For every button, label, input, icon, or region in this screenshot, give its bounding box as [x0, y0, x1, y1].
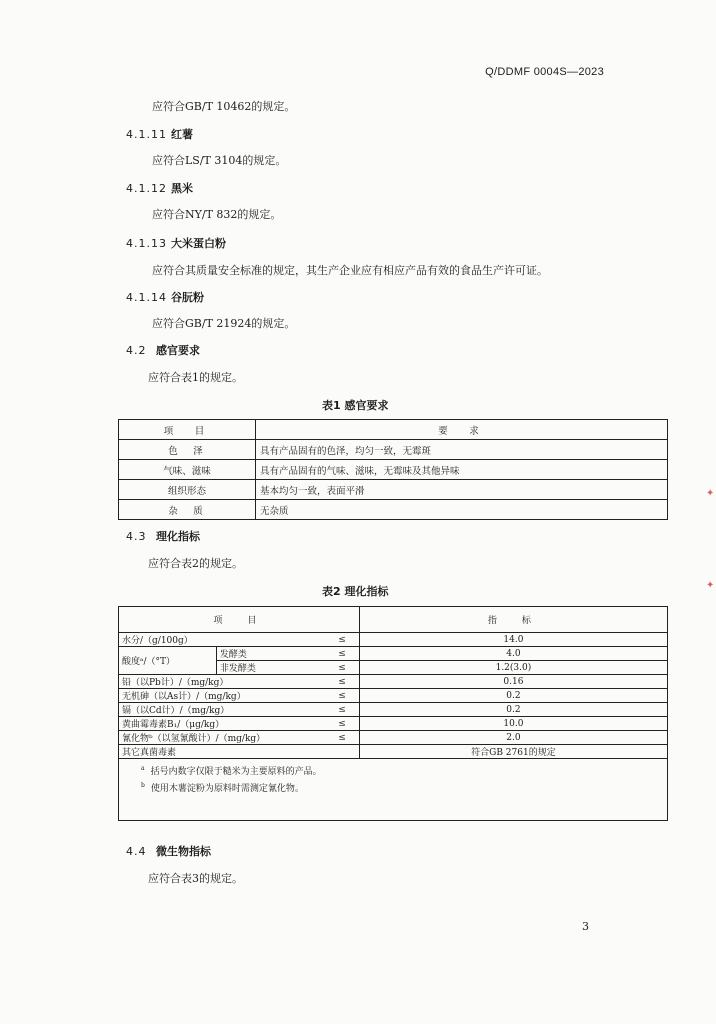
- paragraph: 应符合表2的规定。: [148, 557, 243, 570]
- seal-fragment-icon: ✦: [706, 580, 715, 591]
- table-cell: 色 泽: [119, 440, 256, 460]
- table-cell: 其它真菌毒素: [119, 745, 360, 759]
- section-heading: 4.1.11 红薯: [126, 128, 193, 141]
- section-heading: 4.2 感官要求: [126, 344, 200, 357]
- table-cell: 气味、滋味: [119, 460, 256, 480]
- table-note: $^b$ 使用木薯淀粉为原料时需测定氰化物。: [141, 782, 304, 794]
- table-row: [119, 633, 668, 647]
- page-number: 3: [582, 920, 589, 933]
- table-cell: 酸度ᵃ/（°T）: [119, 647, 217, 675]
- le-sign: ≤: [325, 675, 359, 689]
- table-cell: 0.16: [359, 675, 667, 689]
- table-row: [119, 480, 668, 500]
- table-cell: 14.0: [359, 633, 667, 647]
- table-cell: 10.0: [359, 717, 667, 731]
- table-header-cell: 项 目: [119, 607, 360, 633]
- physchem-table: [118, 606, 668, 821]
- table-header-cell: 项 目: [119, 420, 256, 440]
- table-row: [119, 731, 668, 745]
- table-cell: 杂 质: [119, 500, 256, 520]
- le-sign: ≤: [325, 703, 359, 717]
- table-cell: 0.2: [359, 703, 667, 717]
- section-heading: 4.1.13 大米蛋白粉: [126, 237, 226, 250]
- table-row: [119, 500, 668, 520]
- table-cell: 具有产品固有的气味、滋味，无霉味及其他异味: [256, 460, 668, 480]
- paragraph: 应符合GB/T 21924的规定。: [152, 317, 296, 330]
- table-cell: 黄曲霉毒素B₁/（μg/kg）: [119, 717, 326, 731]
- table-header-row: [119, 607, 668, 633]
- section-heading: 4.4 微生物指标: [126, 845, 211, 858]
- table-row: [119, 675, 668, 689]
- table-cell: 基本均匀一致，表面平滑: [256, 480, 668, 500]
- table-row: [119, 440, 668, 460]
- le-sign: ≤: [325, 689, 359, 703]
- table-row: [119, 647, 668, 661]
- table-notes-row: [119, 759, 668, 821]
- paragraph: 应符合表1的规定。: [148, 371, 243, 384]
- table-notes: [119, 759, 668, 821]
- table-cell: 水分/（g/100g）: [119, 633, 326, 647]
- table-row: [119, 717, 668, 731]
- le-sign: ≤: [325, 731, 359, 745]
- table-cell: 非发酵类: [216, 661, 325, 675]
- table-cell: 铅（以Pb计）/（mg/kg）: [119, 675, 326, 689]
- table-row: [119, 460, 668, 480]
- paragraph: 应符合其质量安全标准的规定，其生产企业应有相应产品有效的食品生产许可证。: [152, 264, 548, 277]
- table-cell: 无机砷（以As计）/（mg/kg）: [119, 689, 326, 703]
- le-sign: ≤: [325, 633, 359, 647]
- le-sign: ≤: [325, 717, 359, 731]
- table1-caption: 表1 感官要求: [322, 399, 389, 412]
- table-cell: 镉（以Cd计）/（mg/kg）: [119, 703, 326, 717]
- seal-fragment-icon: ✦: [706, 488, 715, 499]
- table-cell: 发酵类: [216, 647, 325, 661]
- sensory-table: [118, 419, 668, 520]
- paragraph: 应符合LS/T 3104的规定。: [152, 154, 287, 167]
- table-cell: 0.2: [359, 689, 667, 703]
- table-cell: 组织形态: [119, 480, 256, 500]
- le-sign: ≤: [325, 647, 359, 661]
- table-cell: 无杂质: [256, 500, 668, 520]
- table-cell: 氰化物ᵇ（以氢氰酸计）/（mg/kg）: [119, 731, 326, 745]
- table-cell: 2.0: [359, 731, 667, 745]
- section-heading: 4.1.14 谷朊粉: [126, 291, 204, 304]
- table-cell: 1.2(3.0): [359, 661, 667, 675]
- paragraph: 应符合表3的规定。: [148, 872, 243, 885]
- table-row: [119, 689, 668, 703]
- table-header-cell: 指 标: [359, 607, 667, 633]
- table2-caption: 表2 理化指标: [322, 585, 389, 598]
- table-cell: 具有产品固有的色泽，均匀一致，无霉斑: [256, 440, 668, 460]
- table-row: [119, 745, 668, 759]
- section-heading: 4.3 理化指标: [126, 530, 200, 543]
- section-heading: 4.1.12 黑米: [126, 182, 193, 195]
- table-row: [119, 703, 668, 717]
- paragraph: 应符合GB/T 10462的规定。: [152, 100, 296, 113]
- table-cell: 符合GB 2761的规定: [359, 745, 667, 759]
- paragraph: 应符合NY/T 832的规定。: [152, 208, 282, 221]
- table-header-cell: 要 求: [256, 420, 668, 440]
- table-cell: 4.0: [359, 647, 667, 661]
- table-header-row: [119, 420, 668, 440]
- le-sign: ≤: [325, 661, 359, 675]
- table-note: $^a$ 括号内数字仅限于糙米为主要原料的产品。: [141, 765, 322, 777]
- standard-code: Q/DDMF 0004S—2023: [485, 66, 604, 78]
